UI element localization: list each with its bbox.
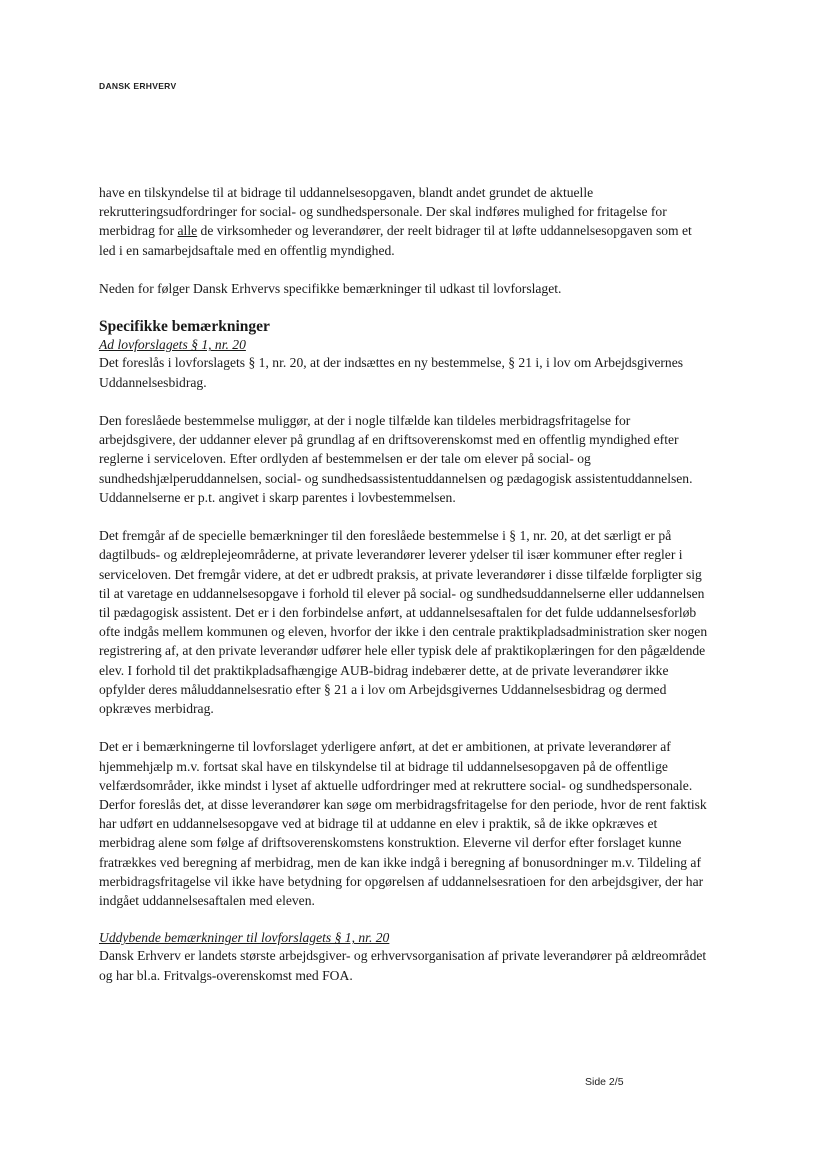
paragraph-provision: Den foreslåede bestemmelse muliggør, at der i nogle tilfælde kan tildeles merbidragsfritagelse for arbejdsgivere, der uddanner elever på grundlag af en driftsoverenskomst med en offentlig myndighed efter reglerne i serviceloven. Efter ordlyden af bestemmelsen er der tale om elever på social- og sundhedshjælperuddannelsen, social- og sundhedsassistentuddannelsen og pædagogisk assistentuddannelsen. Uddannelserne er p.t. angivet i skarp parentes i lovbestemmelsen. [99,412,693,505]
subheading-uddybende: Uddybende bemærkninger til lovforslagets § 1, nr. 20 [99,930,390,946]
paragraph-special-remarks: Det fremgår af de specielle bemærkninger til den foreslåede bestemmelse i § 1, nr. 20, at det særligt er på dagtilbuds- og ældreplejeområderne, at private leverandører leverer ydelser til især kommuner efter regler i serviceloven. Det fremgår videre, at det er udbredt praksis, at private leverandører i disse tilfælde forpligter sig til at varetage en uddannelsesopgave i forhold til elever på social- og sundhedsuddannelserne eller uddannelsen til pædagogisk assistent. Det er i den forbindelse anført, at uddannelsesaftalen for det fulde uddannelsesforløb ofte indgås mellem kommunen og eleven, hvorfor der ikke i den centrale praktikpladsadministration sker nogen registrering af, at den private leverandør udfører hele eller typisk dele af praktikoplæringen for den pågældende elev. I forhold til det praktikpladsafhængige AUB-bidrag indebærer dette, at de private leverandører ikke opfylder deres måluddannelsesratio efter § 21 a i lov om Arbejdsgivernes Uddannelsesbidrag og dermed opkræves merbidrag. [99,528,708,717]
section-heading: Specifikke bemærkninger [99,318,270,336]
page-number: Side 2/5 [585,1076,624,1088]
paragraph-transition: Neden for følger Dansk Erhvervs specifikke bemærkninger til udkast til lovforslaget. [99,281,562,296]
paragraph-ambition: Det er i bemærkningerne til lovforslaget yderligere anført, at det er ambitionen, at private leverandører af hjemmehjælp m.v. fortsat skal have en tilskyndelse til at bidrage til uddannelsesopgaven på de offentlige velfærdsområder, ikke mindst i lyset af aktuelle udfordringer med at rekruttere social- og sundhedspersonale. Derfor foreslås det, at disse leverandører kan søge om merbidragsfritagelse for den periode, hvor de rent faktisk har udført en uddannelsesopgave ved at bidrage til at uddanne en elev i praktik, så de ikke opkræves et merbidrag alene som følge af driftsoverenskomstens konstruktion. Eleverne vil derfor efter forslaget kunne fratrækkes ved beregning af merbidrag, men de kan ikke indgå i beregning af bonusordninger m.v. Tildeling af merbidragsfritagelse vil ikke have betydning for opgørelsen af uddannelsesratioen for den arbejdsgiver, der har indgået uddannelsesaftalen med eleven. [99,739,707,909]
paragraph-intro-start: have en tilskyndelse til at bidrage til uddannelsesopgaven, blandt andet grundet de aktuelle rekrutteringsudfordringer for social- og sundhedspersonale. Der skal indføres mulighed for fritagelse for merbidrag for [99,185,667,239]
paragraph-dansk-erhverv: Dansk Erhverv er landets største arbejdsgiver- og erhvervsorganisation af private leverandører på ældreområdet og har bl.a. Fritvalgs-overenskomst med FOA. [99,948,707,983]
subheading-ad-lovforslagets: Ad lovforslagets § 1, nr. 20 [99,337,246,353]
emphasis-underlined: alle [177,223,198,239]
document-body [99,183,709,985]
organization-name: DANSK ERHVERV [99,81,177,91]
paragraph-intro-end: de virksomheder og leverandører, der reelt bidrager til at løfte uddannelsesopgaven som et led i en samarbejdsaftale med en offentlig myndighed. [99,223,692,258]
paragraph-proposal: Det foreslås i lovforslagets § 1, nr. 20, at der indsættes en ny bestemmelse, § 21 i, i lov om Arbejdsgivernes Uddannelsesbidrag. [99,355,684,390]
paragraph-intro [99,183,709,260]
